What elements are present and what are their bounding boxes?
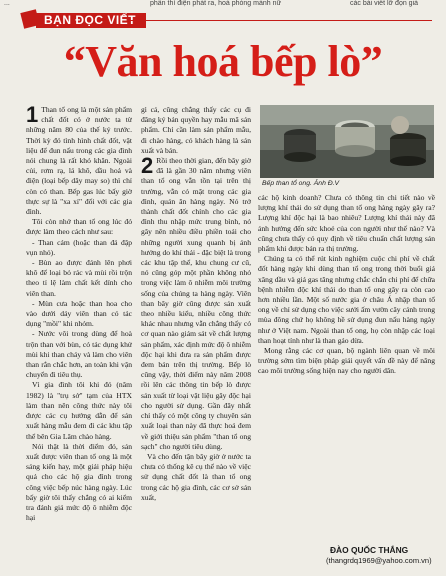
section-header xyxy=(22,10,432,30)
photo-image xyxy=(260,105,434,178)
drop-cap: 1 xyxy=(26,105,39,127)
drop-cap: 2 xyxy=(141,153,154,179)
paragraph: - Bùn ao được đánh lên phơi khô để loại bỏ rác và mùi rồi trộn theo tỉ lệ làm chất kết dính cho viên than. xyxy=(26,258,132,298)
article-headline: “Văn hoá bếp lò” xyxy=(63,37,383,86)
photo-caption: Bếp than tổ ong. Ảnh Đ.V xyxy=(262,180,340,187)
coal-stove-photo xyxy=(260,105,434,178)
paragraph: - Than cám (hoặc than đá đập vụn nhỏ). xyxy=(26,237,132,257)
article-column-2 xyxy=(141,105,251,575)
paragraph-text: Rồi theo thời gian, đến bây giờ đã là gần 30 năm nhưng viên than tổ ong vẫn tồn tại trên thị trường, vẫn có mặt trong các gia đình, quán ăn hàng ngày. Nó trở thành chất đốt chính cho các gia đình thu nhập mức trung bình, nó gây nên nhiều điều phiền toái cho những người xung quanh bị ảnh hưởng do khí thải - đặc biệt là trong các khu tập thể, khu chung cư cũ, nó cũng góp một phần không nhỏ trong việc làm ô nhiễm môi trường sống của chúng ta hàng ngày. Viên than bây giờ cũng được sản xuất theo nhiều kiểu, nhiều công thức khác nhau nhưng vẫn chẳng thấy có cơ quan nào giám sát về chất lượng sản phẩm, xác định mức độ ô nhiễm độc hại khi đưa ra sản phẩm được đem bán trên thị trường. Bếp lò cũng vậy, thời điểm này năm 2008 rồi lên các thông tin bếp lò được sản xuất từ loại vật liệu gây độc hại cho người sử dụng. Gần đây nhất chỉ thấy có một công ty chuyên sản xuất loại than này đã thực hoá đem về giới thiệu sản phẩm "than tổ ong sạch" cho người tiêu dùng. xyxy=(141,156,251,451)
section-label: BẠN ĐỌC VIẾT xyxy=(36,13,146,28)
paragraph: Mong rằng các cơ quan, bộ ngành liên quan về môi trường sớm tìm biện pháp giải quyết vấn đề này để nâng cao môi trường sống hiện nay cho người dân. xyxy=(258,346,435,376)
paragraph: Chúng ta có thể rút kinh nghiệm cuộc chi phí về chất đốt hàng ngày khi dùng than tổ ong trong thời buổi giá xăng dầu và giá gas tăng nhưng chắc chắn chi phí để chữa bệnh nhiễm độc khí thải do than tổ ong gây ra còn cao hơn nhiều lần. Một số nước gia ở châu Á nhập than tổ ong về chỉ sử dụng cho việc sưởi ấm vườn cây cảnh trong mùa đông chứ họ không hề sử dụng đun nấu hàng ngày như ở Việt nam. Ngoài than tổ ong, họ còn nhập các loại than hoạt tính như là than gáo dừa. xyxy=(258,254,435,345)
paragraph xyxy=(141,153,251,452)
paragraph xyxy=(26,105,132,217)
article-column-3 xyxy=(258,193,435,576)
paragraph: gì cả, cũng chẳng thấy các cụ đi đăng ký bản quyền hay mẫu mã sản phẩm. Chỉ cần làm sản phẩm mẫu, đi chào hàng, có khách hàng là sản xuất và bán. xyxy=(141,105,251,155)
strip-text-3: các bài viết lỡ đọn giả xyxy=(350,0,419,7)
paragraph: các hộ kinh doanh? Chưa có thông tin chi tiết nào về lượng khí thải do sử dụng than tổ ong hàng ngày gây ra? Lượng khí độc hại là bao nhiêu? Lượng khí thải này đã ảnh hưởng đến sức khoẻ của con người như thế nào? Và cũng chưa thấy có quy định về tiêu chuẩn chất lượng sản phẩm khi được bán ra thị trường. xyxy=(258,193,435,254)
author-name: ĐÀO QUỐC THẮNG xyxy=(330,545,409,555)
article-column-1 xyxy=(26,105,132,575)
paragraph-text: Than tổ ong là một sản phẩm chất đốt có ở nước ta từ những năm 80 của thế kỷ trước. Thời kỳ đó tình hình chất đốt, vật liệu để đun nấu trong các gia đình nói chung là rất khó khăn. Ngoài củi, rơm rạ, lá khô, dầu hoả và điện (loại bếp dây may so) thì chỉ còn có than. Bếp gas lúc bấy giờ thực sự là "xa xỉ" đối với các gia đình. xyxy=(26,105,132,217)
strip-text-1: ... xyxy=(4,0,10,7)
previous-article-strip xyxy=(0,0,446,10)
strip-text-2: phần thì điện phát ra, hoà phòng mành nữ xyxy=(150,0,282,7)
paragraph: Tôi còn nhớ than tổ ong lúc đó được làm theo cách như sau: xyxy=(26,217,132,237)
paragraph: - Mùn cưa hoặc than hoa cho vào dưới dáy viên than có tác dụng "mồi" khi nhóm. xyxy=(26,298,132,329)
paragraph: Nói thật là thời điểm đó, sản xuất được viên than tổ ong là một sáng kiến hay, một giải pháp hiệu quả cho các hộ gia đình trong công việc bếp núc hàng ngày. Lúc bấy giờ tôi thấy chẳng có ai kiểm tra đánh giá mức độ ô nhiễm độc hại xyxy=(26,441,132,523)
author-email: (thangrdq1969@yahoo.com.vn) xyxy=(326,556,432,565)
paragraph: Và cho đến tận bây giờ ở nước ta chưa có thống kê cụ thể nào về việc sử dụng chất đốt là than tổ ong trong các hộ gia đình, các cơ sở sản xuất, xyxy=(141,451,251,502)
paragraph: Vì gia đình tôi khi đó (năm 1982) là "trụ sở" tạm của HTX làm than nên công thức này tôi được các cụ hướng dẫn để sản xuất hàng mẫu đem đi các khu tập thể bên Gia Lâm chào hàng. xyxy=(26,380,132,441)
paragraph: - Nước vôi trong dùng để hoà trộn than với bùn, có tác dụng khử mùi khi than cháy và làm cho viên than rắn chắc hơn, an toàn khi vận chuyển đi tiêu thụ. xyxy=(26,329,132,380)
section-rule xyxy=(130,20,432,21)
